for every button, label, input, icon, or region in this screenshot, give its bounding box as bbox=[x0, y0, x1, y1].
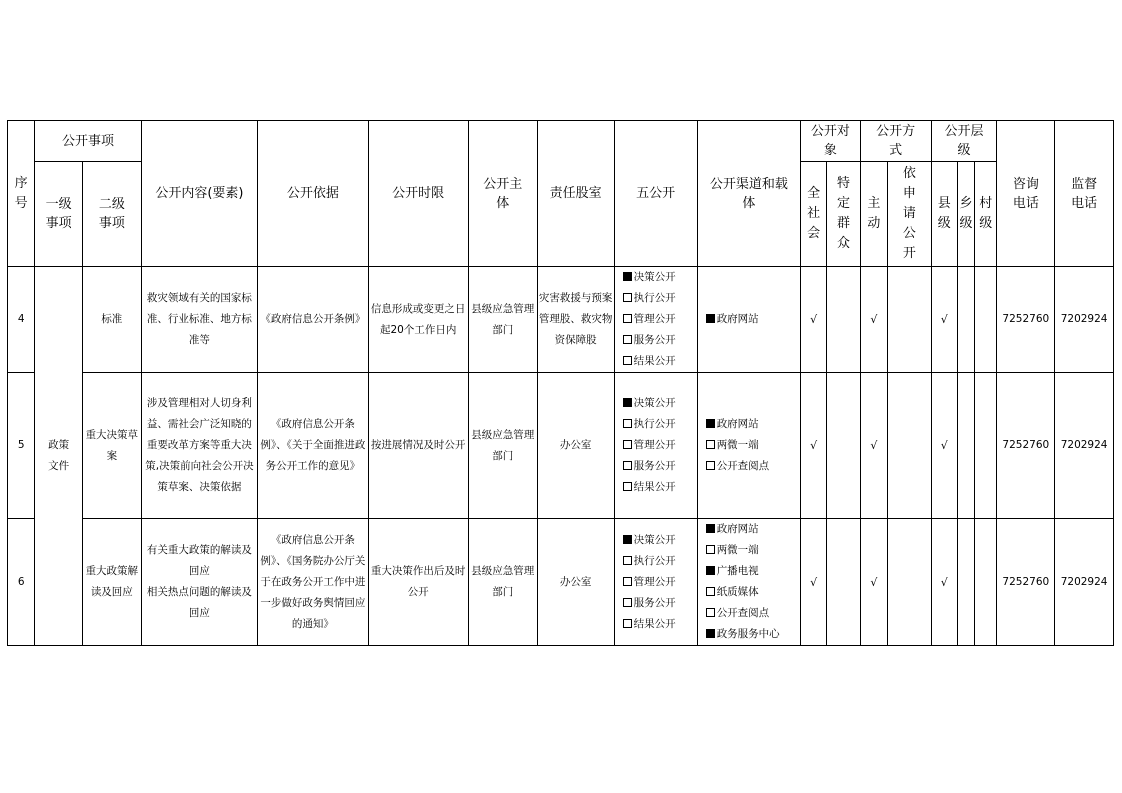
unchecked-box-icon bbox=[623, 419, 632, 428]
header-level-township: 乡级 bbox=[957, 162, 974, 267]
row-supervise-phone: 7202924 bbox=[1055, 519, 1114, 646]
five-item bbox=[615, 593, 697, 614]
header-office: 责任股室 bbox=[537, 121, 614, 267]
five-item-label: 执行公开 bbox=[633, 292, 676, 304]
row-mode-request bbox=[888, 267, 932, 373]
row-level2: 重大政策解读及回应 bbox=[82, 519, 141, 646]
unchecked-box-icon bbox=[623, 482, 632, 491]
header-mode-active: 主动 bbox=[860, 162, 887, 267]
row-mode-request bbox=[888, 373, 932, 519]
five-item-label: 执行公开 bbox=[633, 554, 676, 567]
channel-item-label: 纸质媒体 bbox=[716, 586, 759, 598]
row-audience-specific bbox=[827, 519, 860, 646]
unchecked-box-icon bbox=[623, 598, 632, 607]
five-item bbox=[615, 551, 697, 572]
header-items-group: 公开事项 bbox=[35, 121, 141, 162]
five-item bbox=[615, 309, 697, 330]
table-body bbox=[8, 267, 1114, 646]
channel-item-label: 广播电视 bbox=[716, 565, 759, 577]
header-level-group: 公开层级 bbox=[931, 121, 997, 162]
unchecked-box-icon bbox=[623, 335, 632, 344]
row-supervise-phone: 7202924 bbox=[1055, 267, 1114, 373]
unchecked-box-icon bbox=[623, 556, 632, 565]
row-subject: 县级应急管理部门 bbox=[468, 267, 537, 373]
five-item bbox=[615, 351, 697, 372]
level1-cell: 政策文件 bbox=[35, 267, 83, 646]
five-item-label: 执行公开 bbox=[633, 418, 676, 430]
row-subject: 县级应急管理部门 bbox=[468, 519, 537, 646]
row-level-township bbox=[957, 373, 974, 519]
checked-box-icon bbox=[623, 535, 632, 544]
row-mode-active-check: √ bbox=[860, 267, 887, 373]
row-seq: 5 bbox=[8, 373, 35, 519]
channel-item-label: 两微一端 bbox=[716, 439, 759, 451]
checked-box-icon bbox=[623, 398, 632, 407]
checked-box-icon bbox=[706, 566, 715, 575]
unchecked-box-icon bbox=[706, 587, 715, 596]
five-item-label: 管理公开 bbox=[633, 313, 676, 325]
five-item-label: 结果公开 bbox=[633, 617, 676, 630]
row-five bbox=[614, 519, 697, 646]
row-level2: 重大决策草案 bbox=[82, 373, 141, 519]
row-subject: 县级应急管理部门 bbox=[468, 373, 537, 519]
header-audience-all: 全社会 bbox=[800, 162, 826, 267]
row-consult-phone: 7252760 bbox=[997, 267, 1055, 373]
row-consult-phone: 7252760 bbox=[997, 519, 1055, 646]
table-row bbox=[8, 373, 1114, 519]
table-row bbox=[8, 267, 1114, 373]
five-item-label: 结果公开 bbox=[633, 481, 676, 493]
channel-item bbox=[698, 414, 800, 435]
row-level-township bbox=[957, 519, 974, 646]
channel-item-label: 公开查阅点 bbox=[716, 607, 770, 619]
five-item-label: 决策公开 bbox=[633, 397, 676, 409]
channel-item bbox=[698, 456, 800, 477]
five-item-label: 服务公开 bbox=[633, 596, 676, 609]
five-item bbox=[615, 393, 697, 414]
channel-item-label: 政府网站 bbox=[716, 418, 759, 430]
row-consult-phone: 7252760 bbox=[997, 373, 1055, 519]
row-audience-all-check: √ bbox=[800, 267, 826, 373]
header-level1: 一级事项 bbox=[35, 162, 83, 267]
channel-item-label: 政务服务中心 bbox=[716, 628, 780, 640]
row-five bbox=[614, 373, 697, 519]
header-consult-phone: 咨询电话 bbox=[997, 121, 1055, 267]
row-level-county-check: √ bbox=[931, 373, 957, 519]
row-channels bbox=[697, 373, 800, 519]
row-time-limit: 重大决策作出后及时公开 bbox=[368, 519, 468, 646]
row-office: 办公室 bbox=[537, 373, 614, 519]
header-seq: 序号 bbox=[8, 121, 35, 267]
table-header bbox=[8, 121, 1114, 267]
five-item bbox=[615, 330, 697, 351]
channel-item bbox=[698, 519, 800, 540]
row-mode-active-check: √ bbox=[860, 519, 887, 646]
row-five bbox=[614, 267, 697, 373]
header-level2: 二级事项 bbox=[82, 162, 141, 267]
header-content: 公开内容(要素) bbox=[141, 121, 257, 267]
channel-item bbox=[698, 561, 800, 582]
header-five: 五公开 bbox=[614, 121, 697, 267]
header-channel: 公开渠道和载体 bbox=[697, 121, 800, 267]
five-item-label: 结果公开 bbox=[633, 355, 676, 367]
checked-box-icon bbox=[706, 419, 715, 428]
header-subject: 公开主体 bbox=[468, 121, 537, 267]
row-level-village bbox=[975, 373, 997, 519]
unchecked-box-icon bbox=[706, 440, 715, 449]
five-item-label: 决策公开 bbox=[633, 533, 676, 546]
checked-box-icon bbox=[706, 524, 715, 533]
checked-box-icon bbox=[706, 314, 715, 323]
channel-item bbox=[698, 582, 800, 603]
row-mode-active-check: √ bbox=[860, 373, 887, 519]
channel-item bbox=[698, 603, 800, 624]
header-audience-specific: 特定群众 bbox=[827, 162, 860, 267]
channel-item bbox=[698, 624, 800, 645]
channel-item bbox=[698, 309, 800, 330]
five-item bbox=[615, 530, 697, 551]
five-item bbox=[615, 456, 697, 477]
unchecked-box-icon bbox=[706, 545, 715, 554]
header-mode-request: 依申请公开 bbox=[888, 162, 932, 267]
row-time-limit: 信息形成或变更之日起20个工作日内 bbox=[368, 267, 468, 373]
five-item-label: 决策公开 bbox=[633, 271, 676, 283]
disclosure-table bbox=[7, 120, 1114, 646]
five-item-label: 管理公开 bbox=[633, 575, 676, 588]
row-level-village bbox=[975, 519, 997, 646]
channel-item-label: 政府网站 bbox=[716, 523, 759, 535]
row-audience-all-check: √ bbox=[800, 519, 826, 646]
row-level-township bbox=[957, 267, 974, 373]
unchecked-box-icon bbox=[623, 577, 632, 586]
row-supervise-phone: 7202924 bbox=[1055, 373, 1114, 519]
row-channels bbox=[697, 519, 800, 646]
checked-box-icon bbox=[706, 629, 715, 638]
five-item-label: 服务公开 bbox=[633, 460, 676, 472]
row-seq: 6 bbox=[8, 519, 35, 646]
five-item bbox=[615, 477, 697, 498]
header-level-village: 村级 bbox=[975, 162, 997, 267]
row-level2: 标准 bbox=[82, 267, 141, 373]
row-level-village bbox=[975, 267, 997, 373]
header-audience-group: 公开对象 bbox=[800, 121, 860, 162]
five-item-label: 管理公开 bbox=[633, 439, 676, 451]
unchecked-box-icon bbox=[623, 440, 632, 449]
header-level-county: 县级 bbox=[931, 162, 957, 267]
five-item bbox=[615, 614, 697, 635]
five-item bbox=[615, 414, 697, 435]
channel-item bbox=[698, 435, 800, 456]
row-audience-all-check: √ bbox=[800, 373, 826, 519]
table-row bbox=[8, 519, 1114, 646]
unchecked-box-icon bbox=[623, 356, 632, 365]
channel-item-label: 公开查阅点 bbox=[716, 460, 770, 472]
row-level-county-check: √ bbox=[931, 267, 957, 373]
row-mode-request bbox=[888, 519, 932, 646]
row-office: 灾害救援与预案管理股、救灾物资保障股 bbox=[537, 267, 614, 373]
five-item bbox=[615, 288, 697, 309]
row-basis: 《政府信息公开条例》、《关于全面推进政务公开工作的意见》 bbox=[258, 373, 368, 519]
row-content: 有关重大政策的解读及回应 相关热点问题的解读及回应 bbox=[141, 519, 257, 646]
row-channels bbox=[697, 267, 800, 373]
unchecked-box-icon bbox=[623, 293, 632, 302]
channel-item-label: 政府网站 bbox=[716, 313, 759, 325]
checked-box-icon bbox=[623, 272, 632, 281]
header-basis: 公开依据 bbox=[258, 121, 368, 267]
unchecked-box-icon bbox=[623, 619, 632, 628]
channel-item-label: 两微一端 bbox=[716, 544, 759, 556]
header-time-limit: 公开时限 bbox=[368, 121, 468, 267]
header-mode-group: 公开方式 bbox=[860, 121, 931, 162]
five-item bbox=[615, 267, 697, 288]
row-audience-specific bbox=[827, 373, 860, 519]
header-supervise-phone: 监督电话 bbox=[1055, 121, 1114, 267]
unchecked-box-icon bbox=[706, 461, 715, 470]
row-basis: 《政府信息公开条例》 bbox=[258, 267, 368, 373]
unchecked-box-icon bbox=[623, 461, 632, 470]
row-level-county-check: √ bbox=[931, 519, 957, 646]
row-office: 办公室 bbox=[537, 519, 614, 646]
channel-item bbox=[698, 540, 800, 561]
five-item bbox=[615, 572, 697, 593]
unchecked-box-icon bbox=[623, 314, 632, 323]
row-basis: 《政府信息公开条例》、《国务院办公厅关于在政务公开工作中进一步做好政务舆情回应的通知》 bbox=[258, 519, 368, 646]
row-audience-specific bbox=[827, 267, 860, 373]
row-time-limit: 按进展情况及时公开 bbox=[368, 373, 468, 519]
five-item-label: 服务公开 bbox=[633, 334, 676, 346]
row-content: 救灾领域有关的国家标准、行业标准、地方标准等 bbox=[141, 267, 257, 373]
five-item bbox=[615, 435, 697, 456]
row-seq: 4 bbox=[8, 267, 35, 373]
row-content: 涉及管理相对人切身利益、需社会广泛知晓的重要改革方案等重大决策,决策前向社会公开决策草案、决策依据 bbox=[141, 373, 257, 519]
unchecked-box-icon bbox=[706, 608, 715, 617]
